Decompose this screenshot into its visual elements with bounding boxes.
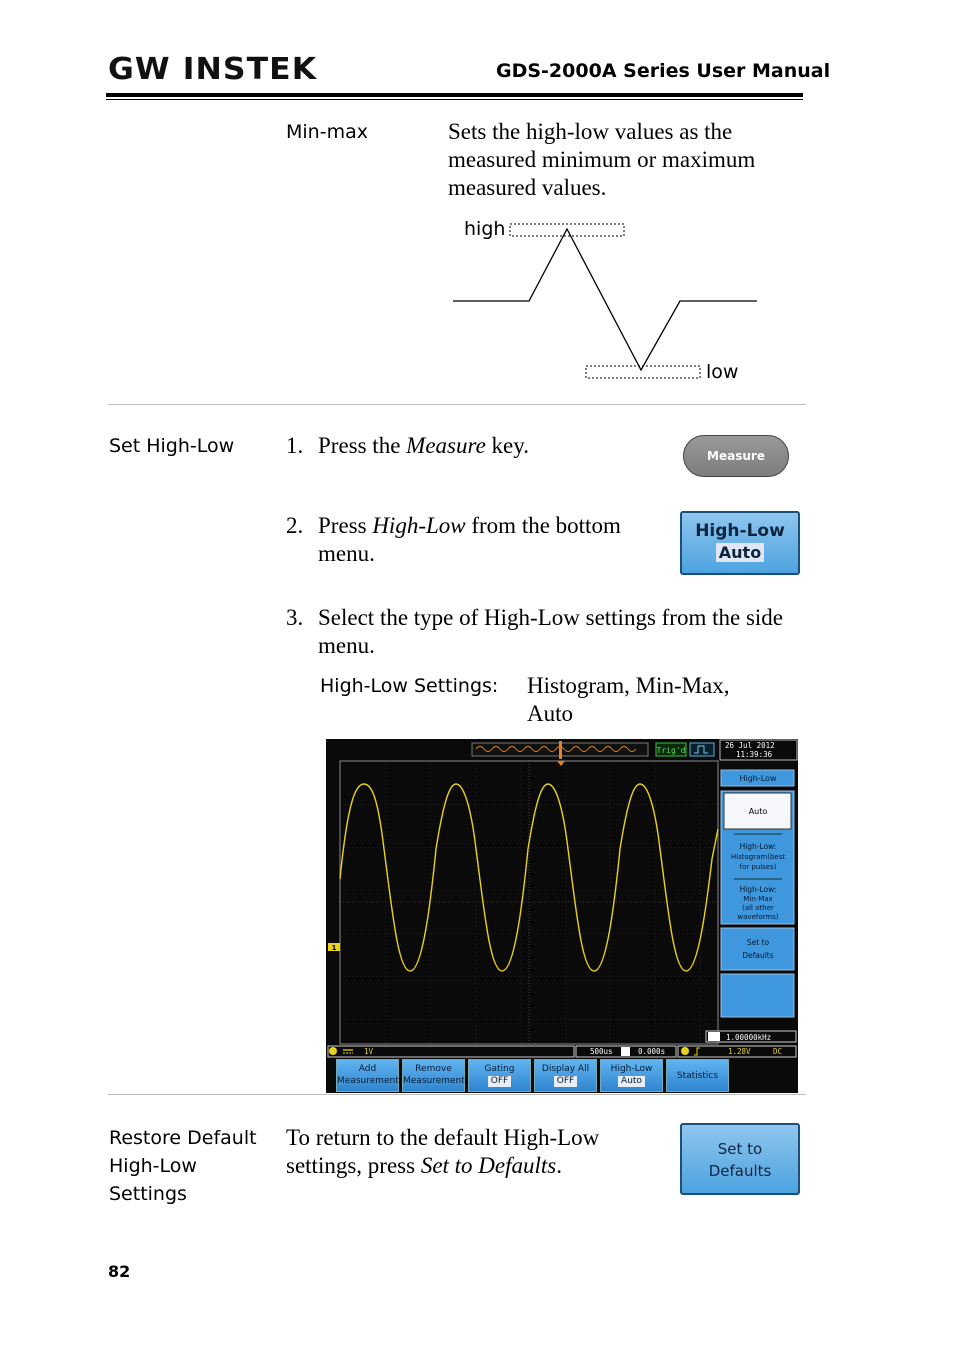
frequency-icon <box>708 1032 720 1041</box>
side-item-set-defaults-l1: Set to <box>746 938 770 947</box>
restore-label: Restore Default High-Low Settings <box>109 1127 257 1205</box>
horizontal-position-readout: 0.000s <box>638 1047 666 1056</box>
minmax-description: Sets the high-low values as the measured minimum or maximum measured values. <box>448 119 756 200</box>
step-2-number: 2. <box>286 513 304 538</box>
trigger-source-icon <box>681 1047 689 1055</box>
date-text: 26 Jul 2012 <box>725 741 775 750</box>
horizontal-position-icon <box>621 1047 630 1056</box>
restore-text: To return to the default High-Low settings, press Set to Defaults. <box>286 1125 600 1178</box>
oscilloscope-screenshot <box>326 739 798 1093</box>
section-divider-2 <box>108 1094 806 1095</box>
trigger-type-box <box>690 743 714 756</box>
bottom-key-remove-measurement[interactable]: Remove Measurement <box>402 1059 465 1092</box>
high-low-softkey[interactable] <box>680 511 800 575</box>
bottom-key-add-measurement[interactable]: Add Measurement <box>336 1059 399 1092</box>
settings-value: Histogram, Min-Max, Auto <box>527 673 730 726</box>
header-rule-thin <box>106 99 803 100</box>
channel-1-icon <box>329 1047 337 1055</box>
bottom-key-statistics[interactable]: Statistics <box>666 1059 729 1092</box>
bottom-key-gating[interactable]: Gating OFF <box>468 1059 531 1092</box>
side-item-histogram-l1: High-Low: <box>739 842 777 851</box>
side-item-set-defaults[interactable] <box>721 928 794 970</box>
side-item-empty <box>721 974 794 1017</box>
trig-status: Trig'd <box>656 746 686 755</box>
trigger-level-readout: 1.28V <box>728 1047 751 1056</box>
channel-1-scale: 1V <box>364 1047 374 1056</box>
step-2-text: Press High-Low from the bottom menu. <box>318 513 621 566</box>
gw-instek-logo: GW INSTEK <box>108 52 318 87</box>
section-divider <box>108 404 806 405</box>
high-label: high <box>464 218 506 240</box>
high-low-diagram <box>450 210 760 390</box>
page-number: 82 <box>108 1262 131 1281</box>
frequency-readout: 1.00000kHz <box>726 1033 772 1042</box>
step-3-text: Select the type of High-Low settings from the side menu. <box>318 605 784 658</box>
minmax-label: Min-max <box>286 121 368 143</box>
set-to-defaults-l2: Defaults <box>708 1162 772 1180</box>
settings-label: High-Low Settings: <box>320 675 499 697</box>
channel-1-marker-label: 1 <box>331 944 337 952</box>
scope-display <box>326 739 798 1093</box>
trigger-coupling-readout: DC <box>773 1047 783 1056</box>
header-rule <box>106 93 803 97</box>
set-to-defaults-key[interactable] <box>680 1123 800 1195</box>
side-item-minmax-l1: High-Low: <box>739 885 777 894</box>
side-menu-title: High-Low <box>739 774 777 783</box>
bottom-key-high-low[interactable]: High-Low Auto <box>600 1059 663 1092</box>
time-text: 11:39:36 <box>736 750 773 759</box>
high-low-softkey-label: High-Low <box>695 521 785 541</box>
side-item-minmax-l4: waveforms) <box>737 913 779 921</box>
side-item-minmax-l2: Min-Max <box>743 895 773 903</box>
manual-title: GDS-2000A Series User Manual <box>496 60 831 82</box>
low-marker-box <box>586 366 700 378</box>
waveform-line <box>453 229 757 370</box>
memory-cursor <box>559 741 562 759</box>
low-label: low <box>706 361 739 383</box>
bottom-key-display-all[interactable]: Display All OFF <box>534 1059 597 1092</box>
step-1-number: 1. <box>286 433 304 458</box>
timebase-readout: 500us <box>590 1047 613 1056</box>
measure-key[interactable]: Measure <box>683 435 789 477</box>
side-item-histogram-l2: Histogram(best <box>730 853 786 861</box>
side-item-auto-label: Auto <box>748 807 768 816</box>
high-low-softkey-value: Auto <box>716 543 764 562</box>
step-1-text: Press the Measure key. <box>318 433 530 458</box>
side-item-minmax-l3: (all other <box>742 904 774 912</box>
step-3-number: 3. <box>286 605 304 630</box>
set-to-defaults-l1: Set to <box>717 1140 763 1158</box>
side-item-histogram-l3: for pulses) <box>739 863 777 871</box>
side-item-set-defaults-l2: Defaults <box>742 951 774 960</box>
set-high-low-label: Set High-Low <box>109 435 235 457</box>
